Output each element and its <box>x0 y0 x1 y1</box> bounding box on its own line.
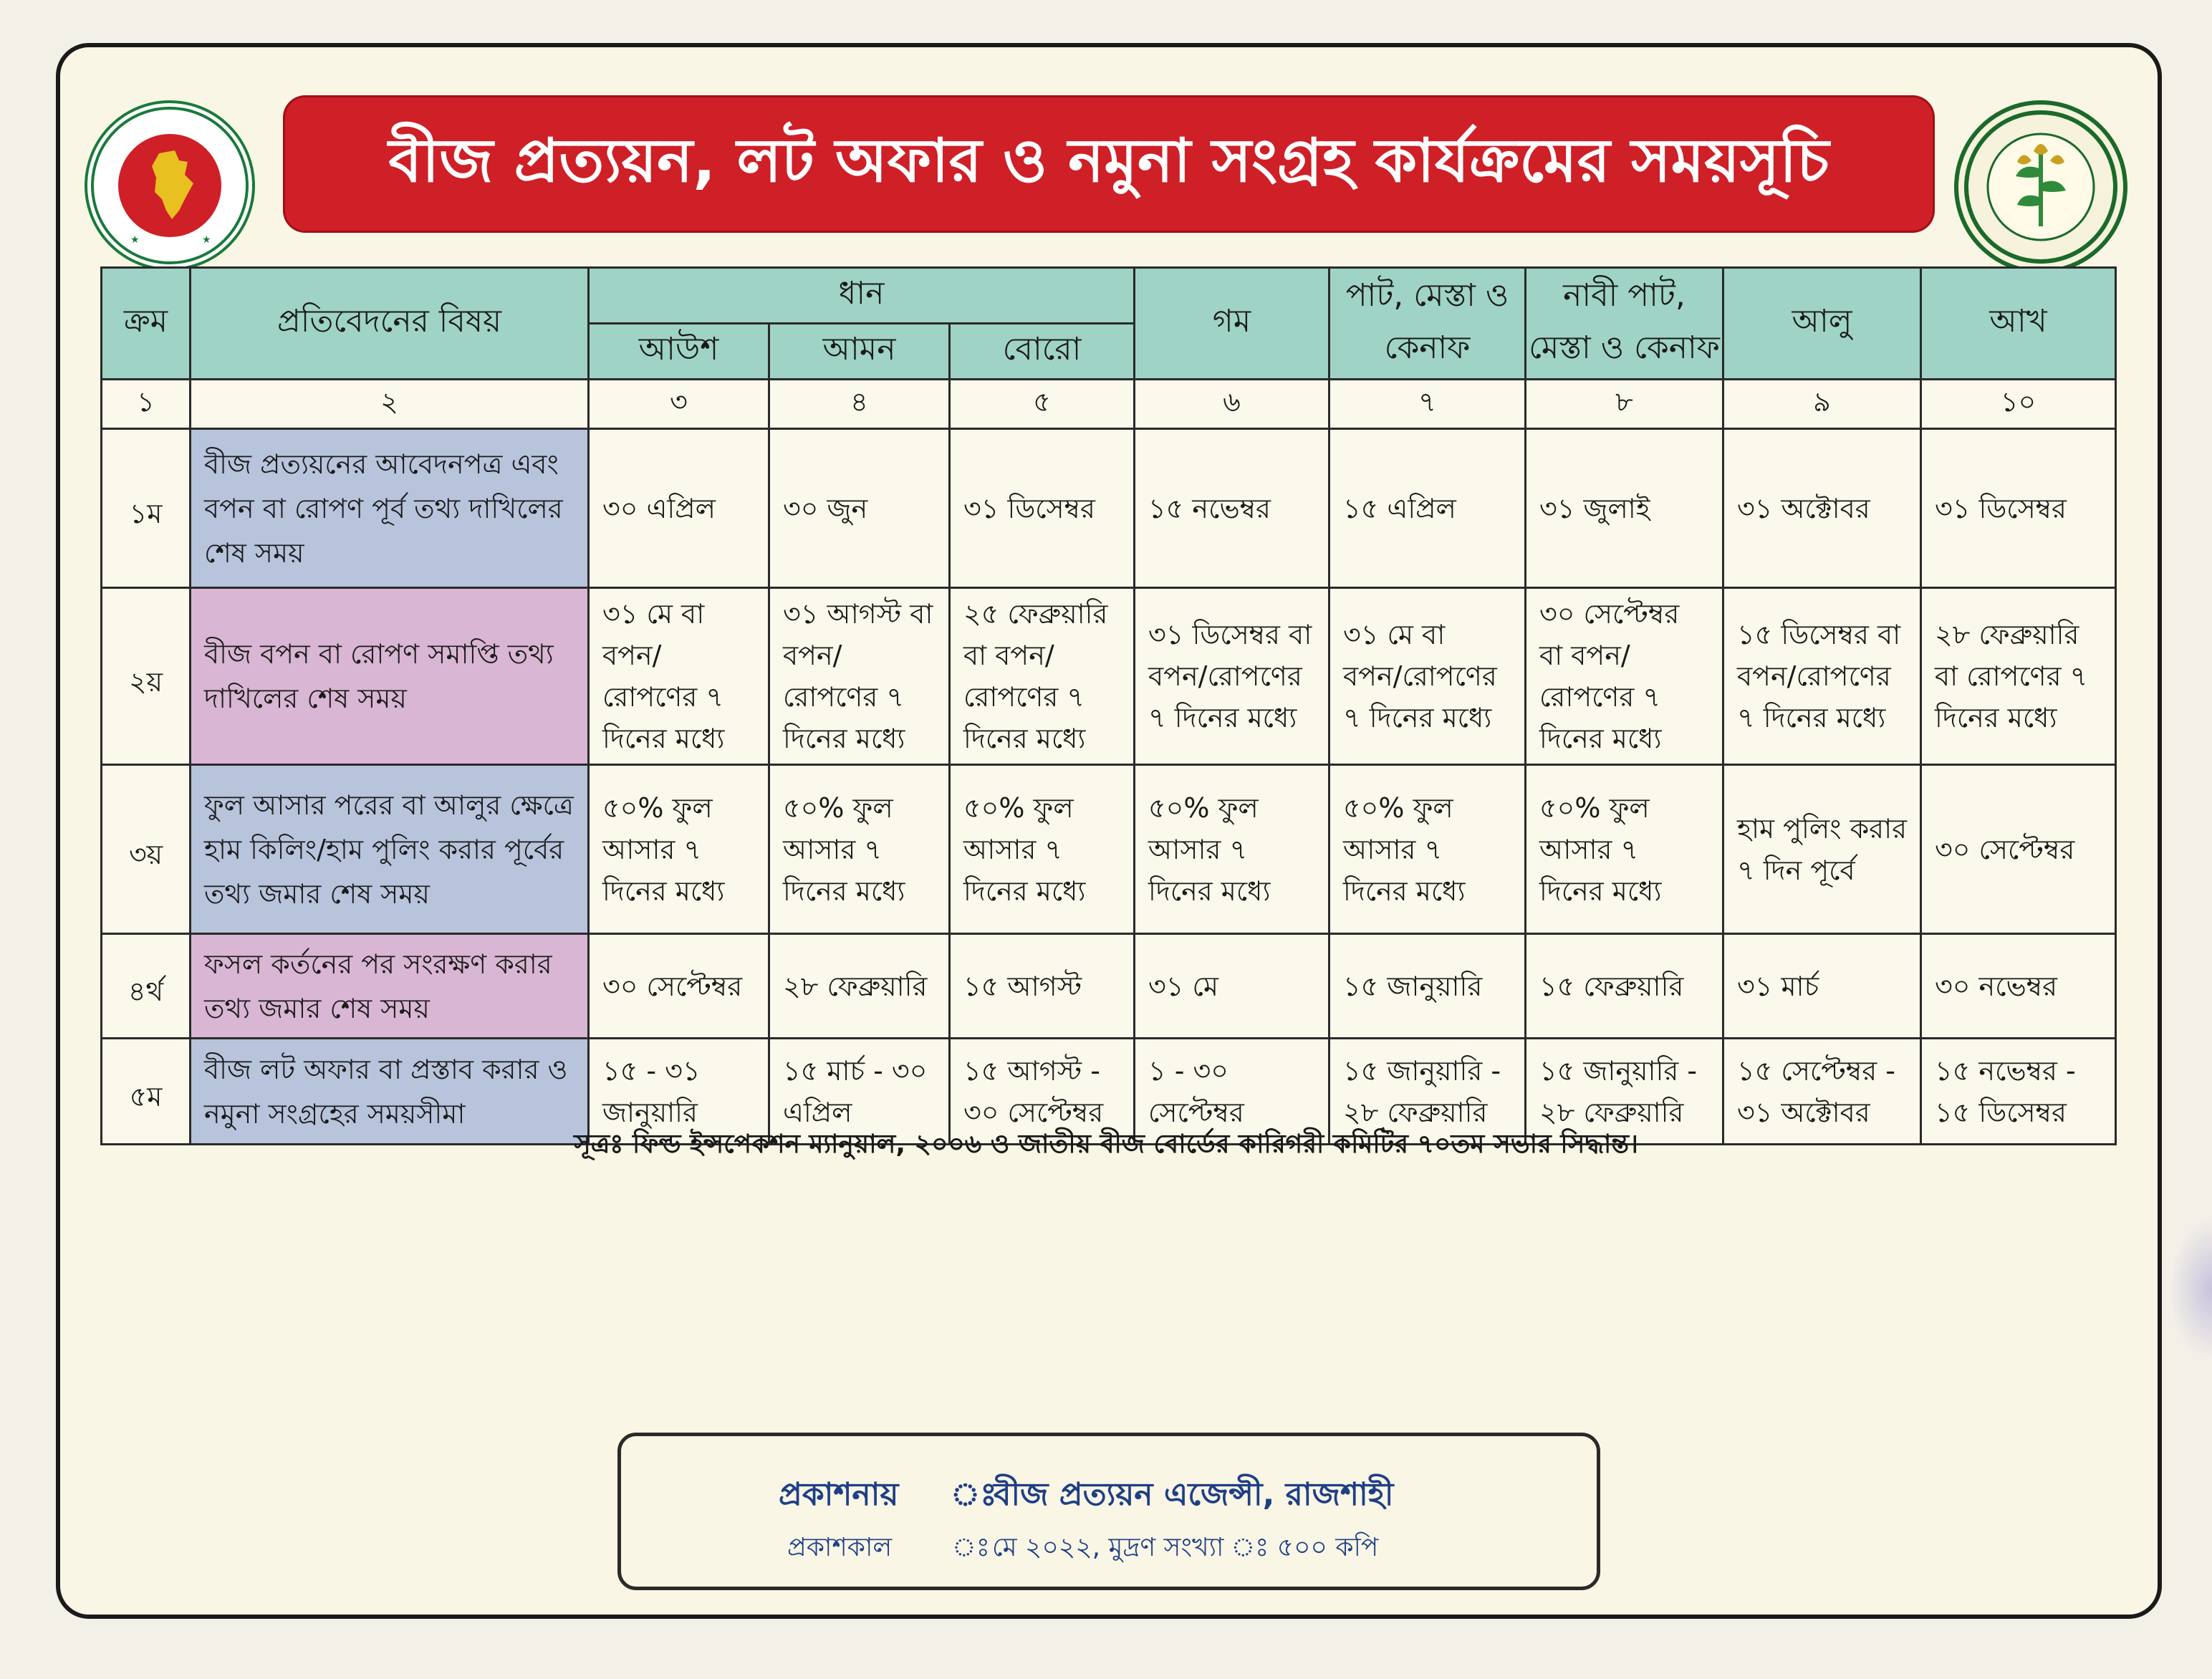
header-boro: বোরো <box>950 324 1135 380</box>
cell-late-jute: ১৫ ফেব্রুয়ারি <box>1526 934 1723 1039</box>
cell-sugarcane: ১৫ নভেম্বর - ১৫ ডিসেম্বর <box>1921 1039 2116 1145</box>
cell-boro: ১৫ আগস্ট <box>950 934 1135 1039</box>
column-number: ১০ <box>1921 380 2116 429</box>
header-jute: পাট, মেস্তা ও কেনাফ <box>1329 268 1526 380</box>
cell-wheat: ৫০% ফুল আসার ৭ দিনের মধ্যে <box>1135 765 1329 934</box>
schedule-table <box>100 266 2117 1145</box>
header-serial: ক্রম <box>102 268 191 380</box>
svg-text:★: ★ <box>130 234 140 246</box>
cell-aman: ১৫ মার্চ - ৩০ এপ্রিল <box>769 1039 950 1145</box>
cell-boro: ৫০% ফুল আসার ৭ দিনের মধ্যে <box>950 765 1135 934</box>
table-row <box>102 765 2116 934</box>
column-number: ৭ <box>1329 380 1526 429</box>
cell-jute: ৩১ মে বা বপন/রোপণের ৭ দিনের মধ্যে <box>1329 588 1526 765</box>
cell-late-jute: ৩০ সেপ্টেম্বর বা বপন/রোপণের ৭ দিনের মধ্যে <box>1526 588 1723 765</box>
cell-aus: ৩০ সেপ্টেম্বর <box>589 934 769 1039</box>
cell-late-jute: ৩১ জুলাই <box>1526 429 1723 588</box>
cell-aman: ৩১ আগস্ট বা বপন/রোপণের ৭ দিনের মধ্যে <box>769 588 950 765</box>
cell-aus: ৩০ এপ্রিল <box>589 429 769 588</box>
header-subject: প্রতিবেদনের বিষয় <box>191 268 589 380</box>
header-late-jute: নাবী পাট, মেস্তা ও কেনাফ <box>1526 268 1723 380</box>
svg-text:★: ★ <box>202 234 211 246</box>
row-serial: ১ম <box>102 429 191 588</box>
row-serial: ৫ম <box>102 1039 191 1145</box>
cell-sugarcane: ৩১ ডিসেম্বর <box>1921 429 2116 588</box>
cell-jute: ১৫ এপ্রিল <box>1329 429 1526 588</box>
cell-boro: ৩১ ডিসেম্বর <box>950 429 1135 588</box>
publication-date-label: প্রকাশকাল <box>787 1533 893 1562</box>
cell-aman: ৩০ জুন <box>769 429 950 588</box>
row-serial: ২য় <box>102 588 191 765</box>
page-title: বীজ প্রত্যয়ন, লট অফার ও নমুনা সংগ্রহ কার্যক্রমের সময়সূচি <box>285 97 1933 231</box>
header-potato: আলু <box>1723 268 1921 380</box>
cell-jute: ৫০% ফুল আসার ৭ দিনের মধ্যে <box>1329 765 1526 934</box>
row-serial: ৩য় <box>102 765 191 934</box>
column-number: ৬ <box>1135 380 1329 429</box>
publisher-label: প্রকাশনায় <box>779 1476 899 1513</box>
cell-wheat: ৩১ ডিসেম্বর বা বপন/রোপণের ৭ দিনের মধ্যে <box>1135 588 1329 765</box>
cell-sugarcane: ৩০ নভেম্বর <box>1921 934 2116 1039</box>
cell-wheat: ১৫ নভেম্বর <box>1135 429 1329 588</box>
cell-sugarcane: ৩০ সেপ্টেম্বর <box>1921 765 2116 934</box>
cell-aus: ৫০% ফুল আসার ৭ দিনের মধ্যে <box>589 765 769 934</box>
cell-aus: ১৫ - ৩১ জানুয়ারি <box>589 1039 769 1145</box>
government-seal-graphic <box>87 103 252 268</box>
cell-late-jute: ১৫ জানুয়ারি - ২৮ ফেব্রুয়ারি <box>1526 1039 1723 1145</box>
cell-boro: ১৫ আগস্ট - ৩০ সেপ্টেম্বর <box>950 1039 1135 1145</box>
cell-jute: ১৫ জানুয়ারি - ২৮ ফেব্রুয়ারি <box>1329 1039 1526 1145</box>
header-sugarcane: আখ <box>1921 268 2116 380</box>
cell-boro: ২৫ ফেব্রুয়ারি বা বপন/রোপণের ৭ দিনের মধ্যে <box>950 588 1135 765</box>
header-row-1 <box>102 268 2116 324</box>
cell-aus: ৩১ মে বা বপন/রোপণের ৭ দিনের মধ্যে <box>589 588 769 765</box>
column-number: ৪ <box>769 380 950 429</box>
column-number-row <box>102 380 2116 429</box>
seed-certification-agency-logo-icon <box>1954 100 2127 274</box>
cell-potato: ৩১ মার্চ <box>1723 934 1921 1039</box>
publication-box <box>617 1433 1600 1590</box>
row-subject: ফুল আসার পরের বা আলুর ক্ষেত্রে হাম কিলিং/হাম পুলিং করার পূর্বের তথ্য জমার শেষ সময় <box>191 765 589 934</box>
cell-wheat: ৩১ মে <box>1135 934 1329 1039</box>
publication-date-separator: ঃ <box>952 1533 990 1562</box>
cell-potato: ১৫ ডিসেম্বর বা বপন/রোপণের ৭ দিনের মধ্যে <box>1723 588 1921 765</box>
cell-potato: ৩১ অক্টোবর <box>1723 429 1921 588</box>
row-subject: বীজ প্রত্যয়নের আবেদনপত্র এবং বপন বা রোপণ পূর্ব তথ্য দাখিলের শেষ সময় <box>191 429 589 588</box>
table-row <box>102 588 2116 765</box>
publisher-separator: ঃ <box>951 1476 997 1513</box>
column-number: ৯ <box>1723 380 1921 429</box>
table-row <box>102 934 2116 1039</box>
sca-logo-graphic <box>1958 105 2123 269</box>
cell-potato: ১৫ সেপ্টেম্বর - ৩১ অক্টোবর <box>1723 1039 1921 1145</box>
header-wheat: গম <box>1135 268 1329 380</box>
publisher-name: বীজ প্রত্যয়ন এজেন্সী, রাজশাহী <box>994 1476 1394 1513</box>
cell-aman: ২৮ ফেব্রুয়ারি <box>769 934 950 1039</box>
publication-date-info: মে ২০২২, মুদ্রণ সংখ্যা ঃ ৫০০ কপি <box>992 1533 1379 1562</box>
column-number: ৩ <box>589 380 769 429</box>
header-aman: আমন <box>769 324 950 380</box>
cell-sugarcane: ২৮ ফেব্রুয়ারি বা রোপণের ৭ দিনের মধ্যে <box>1921 588 2116 765</box>
cell-potato: হাম পুলিং করার ৭ দিন পূর্বে <box>1723 765 1921 934</box>
table-row <box>102 429 2116 588</box>
source-note: সূত্রঃ ফিল্ড ইন্সপেকশন ম্যানুয়াল, ২০০৬ ও জাতীয় বীজ বোর্ডের কারিগরী কমিটির ৭০তম সভার সিদ্ধান্ত। <box>574 1130 1638 1159</box>
column-number: ১ <box>102 380 191 429</box>
cell-aman: ৫০% ফুল আসার ৭ দিনের মধ্যে <box>769 765 950 934</box>
column-number: ৫ <box>950 380 1135 429</box>
header-paddy: ধান <box>589 268 1135 324</box>
row-subject: বীজ লট অফার বা প্রস্তাব করার ও নমুনা সংগ্রহের সময়সীমা <box>191 1039 589 1145</box>
row-serial: ৪র্থ <box>102 934 191 1039</box>
row-subject: ফসল কর্তনের পর সংরক্ষণ করার তথ্য জমার শেষ সময় <box>191 934 589 1039</box>
cell-wheat: ১ - ৩০ সেপ্টেম্বর <box>1135 1039 1329 1145</box>
column-number: ২ <box>191 380 589 429</box>
cell-late-jute: ৫০% ফুল আসার ৭ দিনের মধ্যে <box>1526 765 1723 934</box>
header-aus: আউশ <box>589 324 769 380</box>
ink-stamp-mark <box>2169 1218 2212 1361</box>
cell-jute: ১৫ জানুয়ারি <box>1329 934 1526 1039</box>
bangladesh-government-seal-icon <box>85 100 255 271</box>
column-number: ৮ <box>1526 380 1723 429</box>
row-subject: বীজ বপন বা রোপণ সমাপ্তি তথ্য দাখিলের শেষ সময় <box>191 588 589 765</box>
